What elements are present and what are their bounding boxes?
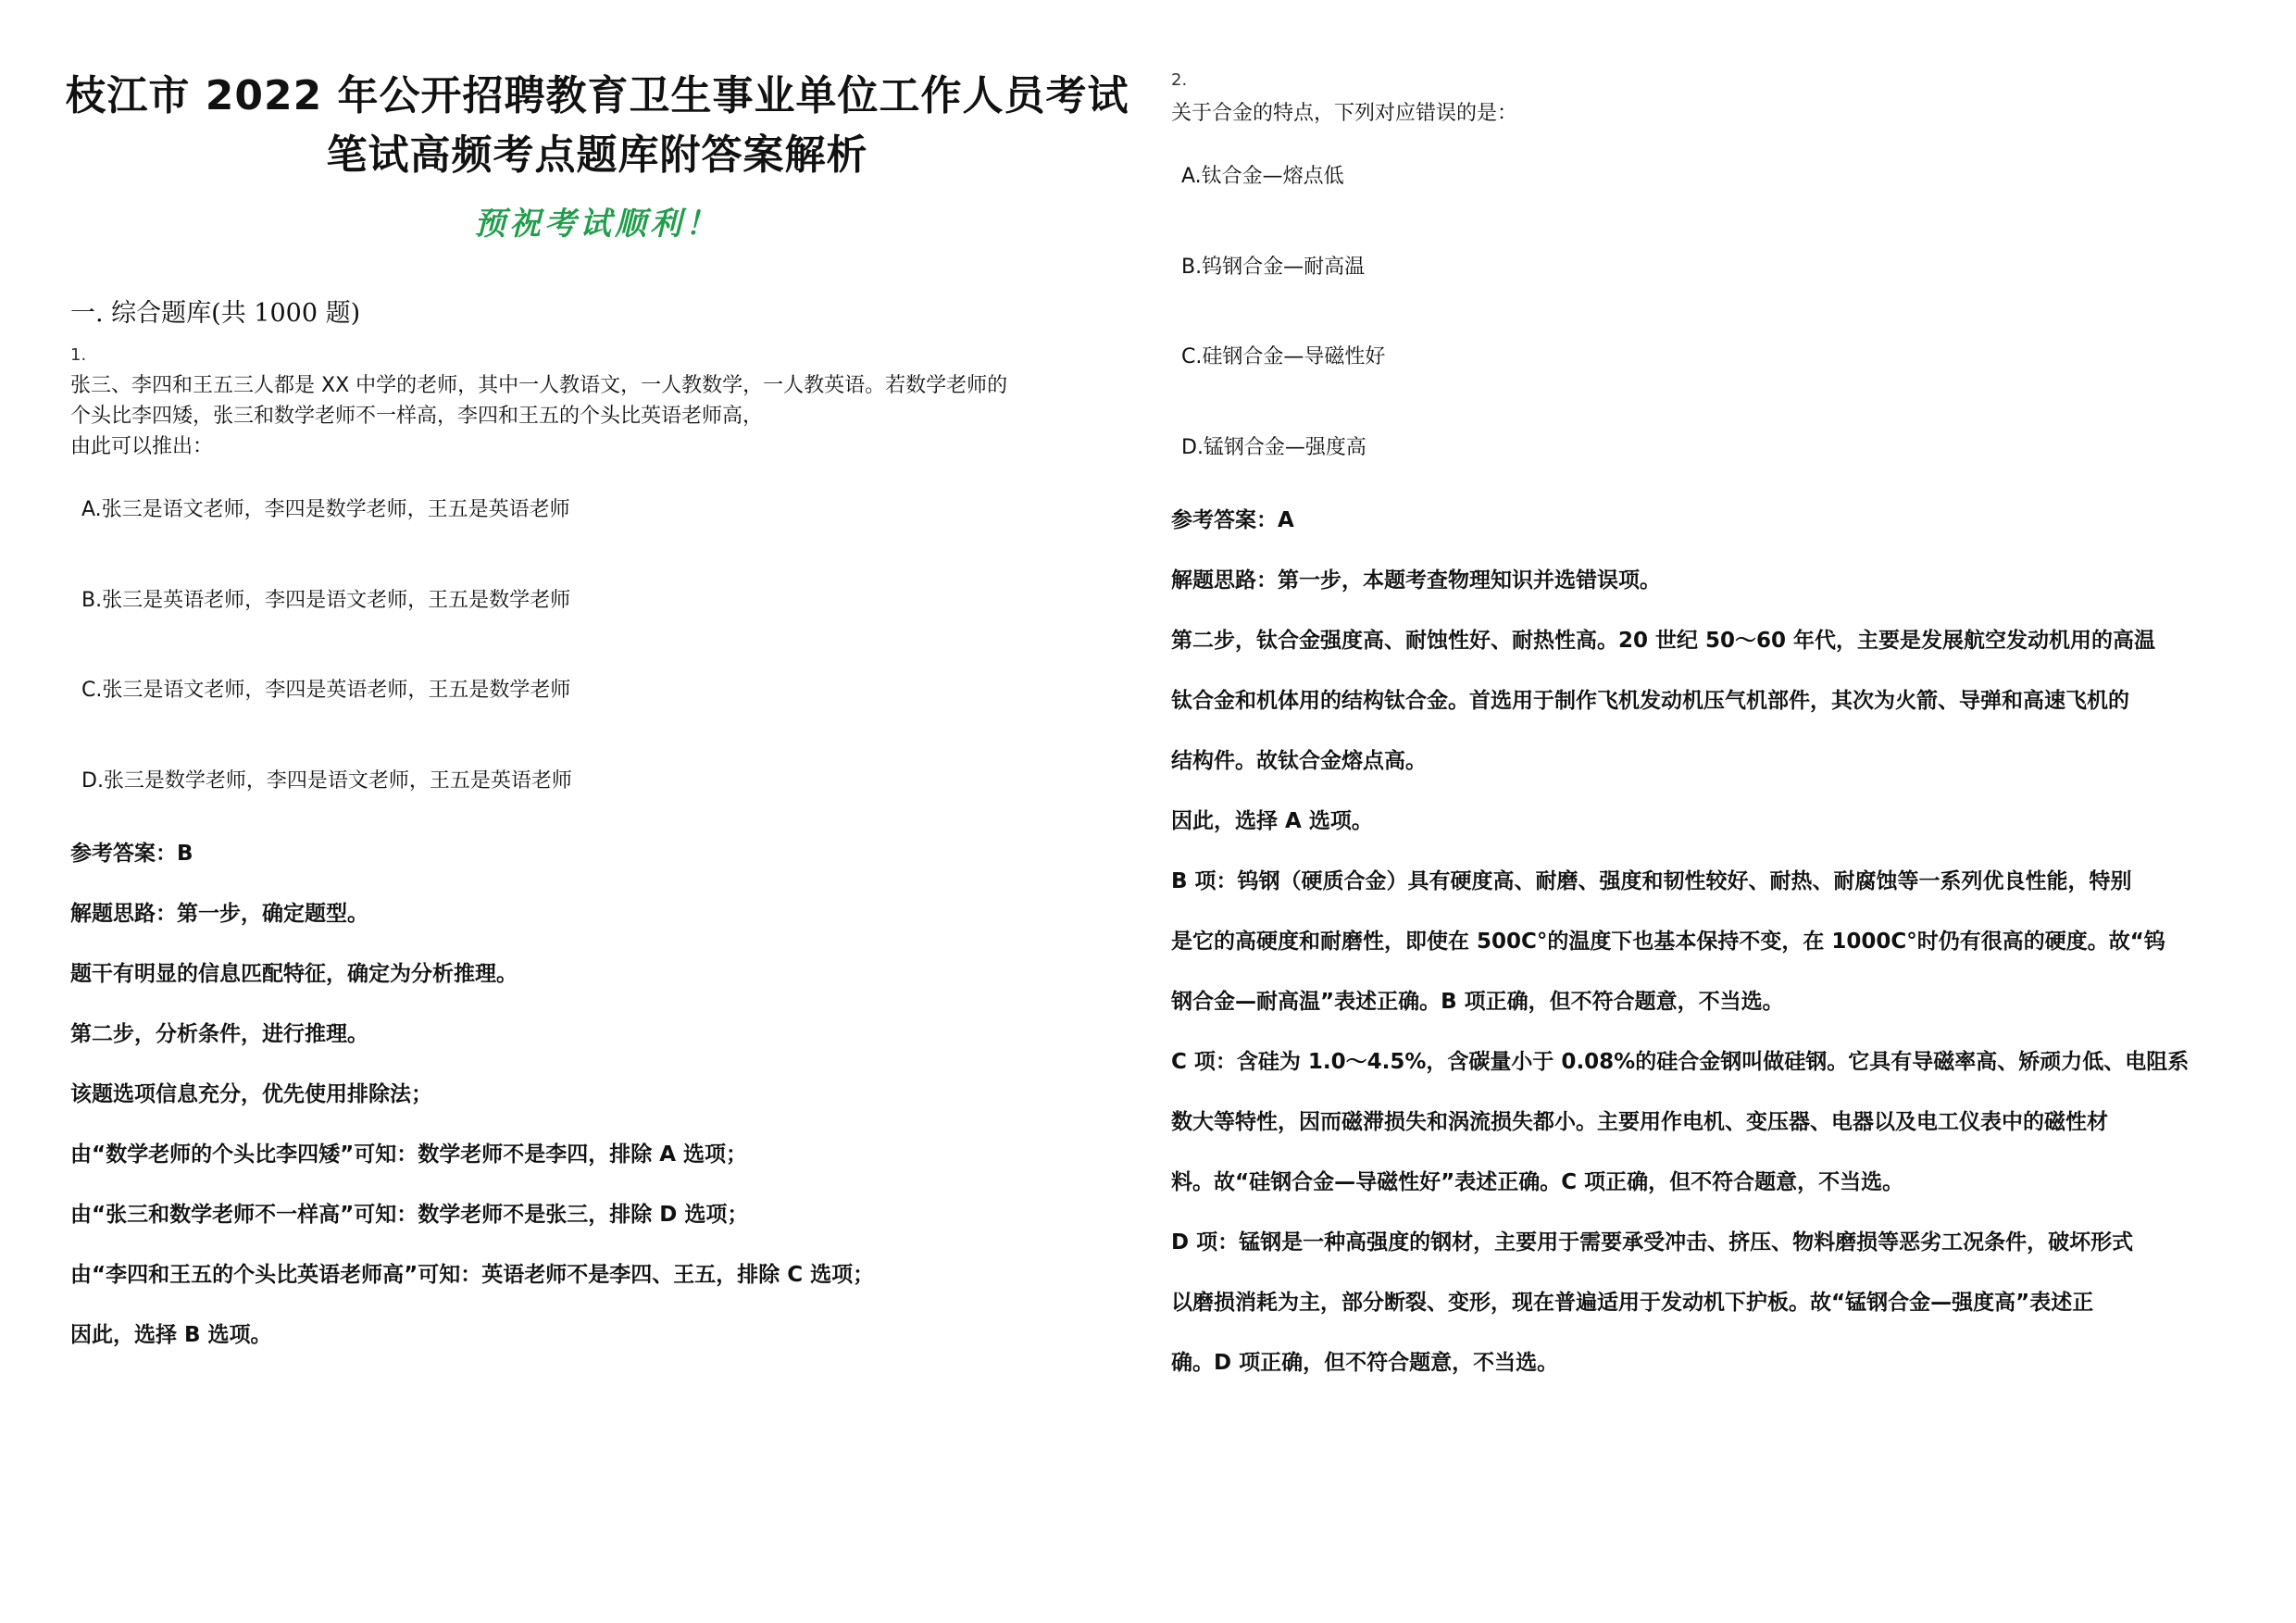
explanation-line: D 项：锰钢是一种高强度的钢材，主要用于需要承受冲击、挤压、物料磨损等恶劣工况条件，破坏形式	[1171, 1230, 2134, 1255]
option-a: A.钛合金—熔点低	[1181, 165, 1344, 188]
option-b: B.张三是英语老师，李四是语文老师，王五是数学老师	[81, 589, 571, 612]
option-c: C.张三是语文老师，李四是英语老师，王五是数学老师	[81, 679, 571, 702]
explanation-line: 钛合金和机体用的结构钛合金。首选用于制作飞机发动机压气机部件，其次为火箭、导弹和高速飞机的	[1171, 689, 2129, 713]
question-stem-line: 由此可以推出：	[70, 435, 214, 458]
section-heading: 一. 综合题库(共 1000 题)	[70, 299, 361, 328]
explanation-line: 题干有明显的信息匹配特征，确定为分析推理。	[70, 962, 518, 986]
document-title-line-1: 枝江市 2022 年公开招聘教育卫生事业单位工作人员考试	[65, 72, 1129, 119]
explanation-line: 因此，选择 B 选项。	[70, 1323, 272, 1347]
explanation-line: 是它的高硬度和耐磨性，即使在 500C°的温度下也基本保持不变，在 1000C°时仍有很高的硬度。故“钨	[1171, 930, 2165, 954]
explanation-line: C 项：含硅为 1.0～4.5%，含碳量小于 0.08%的硅合金钢叫做硅钢。它具有导磁率高、矫顽力低、电阻系	[1171, 1050, 2190, 1074]
explanation-line: 确。D 项正确，但不符合题意，不当选。	[1171, 1351, 1559, 1375]
good-luck-subtitle: 预祝考试顺利！	[474, 206, 720, 243]
explanation-line: 料。故“硅钢合金—导磁性好”表述正确。C 项正确，但不符合题意，不当选。	[1171, 1170, 1904, 1194]
answer-label: 参考答案：B	[70, 842, 193, 866]
explanation-line: 由“李四和王五的个头比英语老师高”可知：英语老师不是李四、王五，排除 C 选项；	[70, 1263, 875, 1287]
explanation-line: 由“数学老师的个头比李四矮”可知：数学老师不是李四，排除 A 选项；	[70, 1142, 748, 1167]
document-title-line-2: 笔试高频考点题库附答案解析	[326, 131, 868, 179]
explanation-line: 结构件。故钛合金熔点高。	[1171, 749, 1427, 773]
explanation-line: 第二步，分析条件，进行推理。	[70, 1022, 368, 1046]
option-d: D.锰钢合金—强度高	[1181, 436, 1366, 459]
explanation-line: 由“张三和数学老师不一样高”可知：数学老师不是张三，排除 D 选项；	[70, 1203, 749, 1227]
question-number: 1.	[70, 345, 87, 365]
question-stem-line: 关于合金的特点，下列对应错误的是：	[1171, 102, 1518, 125]
answer-label: 参考答案：A	[1171, 508, 1294, 532]
explanation-line: 以磨损消耗为主，部分断裂、变形，现在普遍适用于发动机下护板。故“锰钢合金—强度高”表述正	[1171, 1291, 2094, 1315]
option-c: C.硅钢合金—导磁性好	[1181, 345, 1386, 368]
explanation-line: 解题思路：第一步，确定题型。	[70, 902, 368, 926]
option-b: B.钨钢合金—耐高温	[1181, 256, 1366, 279]
option-a: A.张三是语文老师，李四是数学老师，王五是英语老师	[81, 498, 570, 521]
option-d: D.张三是数学老师，李四是语文老师，王五是英语老师	[81, 769, 572, 793]
explanation-line: 第二步，钛合金强度高、耐蚀性好、耐热性高。20 世纪 50～60 年代，主要是发展航空发动机用的高温	[1171, 629, 2156, 653]
explanation-line: B 项：钨钢（硬质合金）具有硬度高、耐磨、强度和韧性较好、耐热、耐腐蚀等一系列优良性能，特别	[1171, 869, 2132, 893]
explanation-line: 钢合金—耐高温”表述正确。B 项正确，但不符合题意，不当选。	[1171, 990, 1784, 1014]
explanation-line: 解题思路：第一步，本题考查物理知识并选错误项。	[1171, 568, 1661, 593]
explanation-line: 数大等特性，因而磁滞损失和涡流损失都小。主要用作电机、变压器、电器以及电工仪表中的磁性材	[1171, 1110, 2108, 1134]
question-stem-line: 个头比李四矮，张三和数学老师不一样高，李四和王五的个头比英语老师高，	[70, 405, 764, 428]
question-stem-line: 张三、李四和王五三人都是 XX 中学的老师，其中一人教语文，一人教数学，一人教英语。若数学老师的	[70, 374, 1008, 397]
explanation-line: 因此，选择 A 选项。	[1171, 809, 1373, 833]
explanation-line: 该题选项信息充分，优先使用排除法；	[70, 1082, 432, 1106]
question-number: 2.	[1171, 70, 1188, 90]
